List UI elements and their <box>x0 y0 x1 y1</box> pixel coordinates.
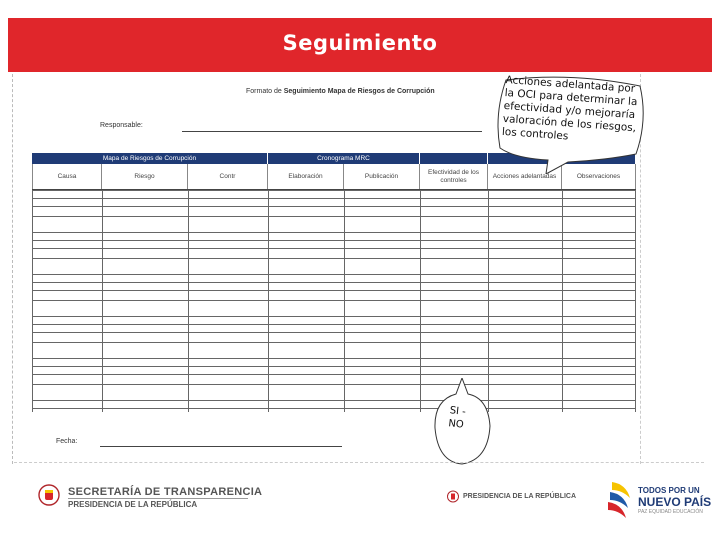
slide-header <box>8 18 712 72</box>
callout-bottom-text <box>448 404 467 432</box>
coat-of-arms-small-icon <box>447 490 459 503</box>
table-row <box>32 216 636 217</box>
table-body <box>32 190 636 412</box>
table-col-line <box>562 190 563 412</box>
table-row <box>32 384 636 385</box>
table-col-line <box>268 190 269 412</box>
table-row <box>32 274 636 275</box>
col-control: Contr <box>188 164 268 189</box>
table-row <box>32 358 636 359</box>
form-title <box>246 88 435 95</box>
form-title-bold: Seguimiento Mapa de Riesgos de Corrupción <box>283 88 435 95</box>
table-row <box>32 366 636 367</box>
table-row <box>32 232 636 233</box>
footer-divider <box>14 462 704 463</box>
col-acciones: Acciones adelantadas <box>488 164 562 189</box>
col-riesgo: Riesgo <box>102 164 188 189</box>
flag-swoosh-icon <box>604 478 638 522</box>
group-mapa-riesgos: Mapa de Riesgos de Corrupción <box>32 153 268 164</box>
col-efectividad: Efectividad de los controles <box>420 164 488 189</box>
table-row <box>32 290 636 291</box>
col-causa: Causa <box>32 164 102 189</box>
col-observaciones: Observaciones <box>562 164 636 189</box>
table-row <box>32 374 636 375</box>
callout-no: NO <box>447 418 465 431</box>
group-cronograma: Cronograma MRC <box>268 153 420 164</box>
logo-left-title: SECRETARÍA DE TRANSPARENCIA <box>68 486 263 498</box>
fecha-line <box>100 446 342 447</box>
logo-todos-por-un-nuevo-pais <box>604 478 716 524</box>
table-row <box>32 342 636 343</box>
table-row <box>32 408 636 409</box>
callout-si: SI - <box>449 405 467 418</box>
table-col-line <box>102 190 103 412</box>
table-row <box>32 248 636 249</box>
table-row <box>32 258 636 259</box>
logo-right-line2: NUEVO PAÍS <box>638 495 712 509</box>
table-row <box>32 316 636 317</box>
page-edge-left <box>12 74 13 464</box>
col-elaboracion: Elaboración <box>268 164 344 189</box>
logo-right-line3: PAZ EQUIDAD EDUCACIÓN <box>638 509 703 515</box>
table-col-line <box>188 190 189 412</box>
table-col-line <box>420 190 421 412</box>
table-row <box>32 332 636 333</box>
logo-secretaria-transparencia <box>38 484 268 514</box>
table-row <box>32 300 636 301</box>
fecha-label: Fecha: <box>56 438 78 445</box>
table-row <box>32 400 636 401</box>
col-publicacion: Publicación <box>344 164 420 189</box>
callout-top-text: Acciones adelantada por la OCI para determinar la efectividad y/o mejoraría valoración de los riesgos, los controles <box>501 74 638 143</box>
logo-right-line1: TODOS POR UN <box>638 486 700 495</box>
logo-left-rule <box>68 498 248 499</box>
logo-left-subtitle: PRESIDENCIA DE LA REPÚBLICA <box>68 500 198 509</box>
table-row <box>32 240 636 241</box>
form-title-prefix: Formato de <box>246 88 282 95</box>
slide-title: Seguimiento <box>282 31 438 55</box>
responsable-line <box>182 131 482 132</box>
risk-table <box>32 153 636 412</box>
table-row <box>32 324 636 325</box>
responsable-label: Responsable: <box>100 122 143 129</box>
table-row <box>32 282 636 283</box>
group-blank <box>420 153 488 164</box>
table-col-line <box>344 190 345 412</box>
coat-of-arms-icon <box>38 484 60 508</box>
table-row <box>32 190 636 191</box>
table-col-line <box>635 190 636 412</box>
logo-mid-title: PRESIDENCIA DE LA REPÚBLICA <box>463 493 577 500</box>
table-col-line <box>32 190 33 412</box>
table-row <box>32 206 636 207</box>
table-row <box>32 198 636 199</box>
logo-presidencia <box>447 490 597 506</box>
